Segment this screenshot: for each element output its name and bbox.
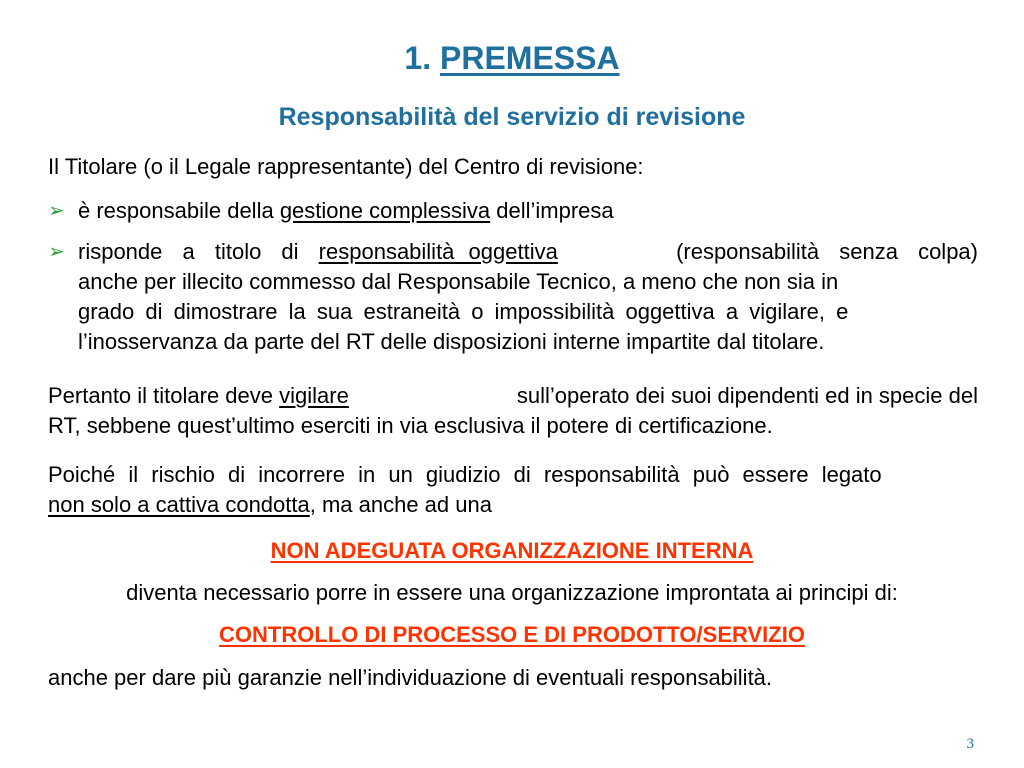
bullet2-l1-underline: responsabilità oggettiva: [318, 239, 558, 264]
bullet1-pre: è responsabile della: [78, 198, 280, 223]
bullet2-line-3: grado di dimostrare la sua estraneità o impossibilità oggettiva a vigilare, e: [78, 299, 849, 324]
bullet1-post: dell’impresa: [490, 198, 614, 223]
slide-title: [0, 40, 1024, 77]
para1-l1-pre: Pertanto il titolare deve: [48, 383, 280, 408]
center-line: diventa necessario porre in essere una organizzazione improntata ai principi di:: [126, 580, 898, 605]
paragraph-vigilare: [48, 381, 978, 441]
highlight2-text: CONTROLLO DI PROCESSO E DI PRODOTTO/SERVIZIO: [219, 622, 805, 647]
intro-line: [48, 152, 978, 182]
bullet2-line-2: anche per illecito commesso dal Responsabile Tecnico, a meno che non sia in: [78, 269, 839, 294]
para2-l2-underline: non solo a cattiva condotta: [48, 492, 310, 517]
title-text: PREMESSA: [439, 40, 620, 76]
slide-subtitle: Responsabilità del servizio di revisione: [278, 103, 746, 131]
para2-l2-post: , ma anche ad una: [309, 492, 492, 517]
para2-line-1: Poiché il rischio di incorrere in un giudizio di responsabilità può essere legato: [48, 462, 882, 487]
bullet2-l1-pre: risponde a titolo di: [78, 239, 319, 264]
bullet-item-2: [48, 237, 978, 357]
closing-text: anche per dare più garanzie nell’individuazione di eventuali responsabilità.: [48, 665, 773, 690]
bullet2-line-4: l’inosservanza da parte del RT delle disposizioni interne impartite dal titolare.: [78, 329, 825, 354]
bullet-item-1: [48, 196, 978, 226]
bullet2-line-1: [78, 237, 978, 267]
title-number: 1.: [404, 40, 432, 76]
page-number: 3: [966, 736, 974, 752]
bullet1-underline: gestione complessiva: [279, 198, 491, 223]
highlight-controllo: [0, 620, 1024, 650]
intro-text: Il Titolare (o il Legale rappresentante) del Centro di revisione:: [48, 154, 644, 179]
highlight1-text: NON ADEGUATA ORGANIZZAZIONE INTERNA: [270, 538, 754, 563]
paragraph-rischio: [48, 460, 978, 520]
closing-line: [48, 663, 978, 693]
green-arrow-bullet-icon: ➢: [48, 241, 65, 263]
para1-l1-post: sull’operato dei suoi dipendenti ed in specie del: [516, 383, 978, 408]
bullet2-l1-post: (responsabilità senza colpa): [676, 239, 978, 264]
green-arrow-bullet-icon: ➢: [48, 200, 65, 222]
para1-line-2: RT, sebbene quest’ultimo eserciti in via esclusiva il potere di certificazione.: [48, 413, 773, 438]
highlight-organizzazione: [0, 536, 1024, 566]
para1-l1-underline: vigilare: [279, 383, 349, 408]
